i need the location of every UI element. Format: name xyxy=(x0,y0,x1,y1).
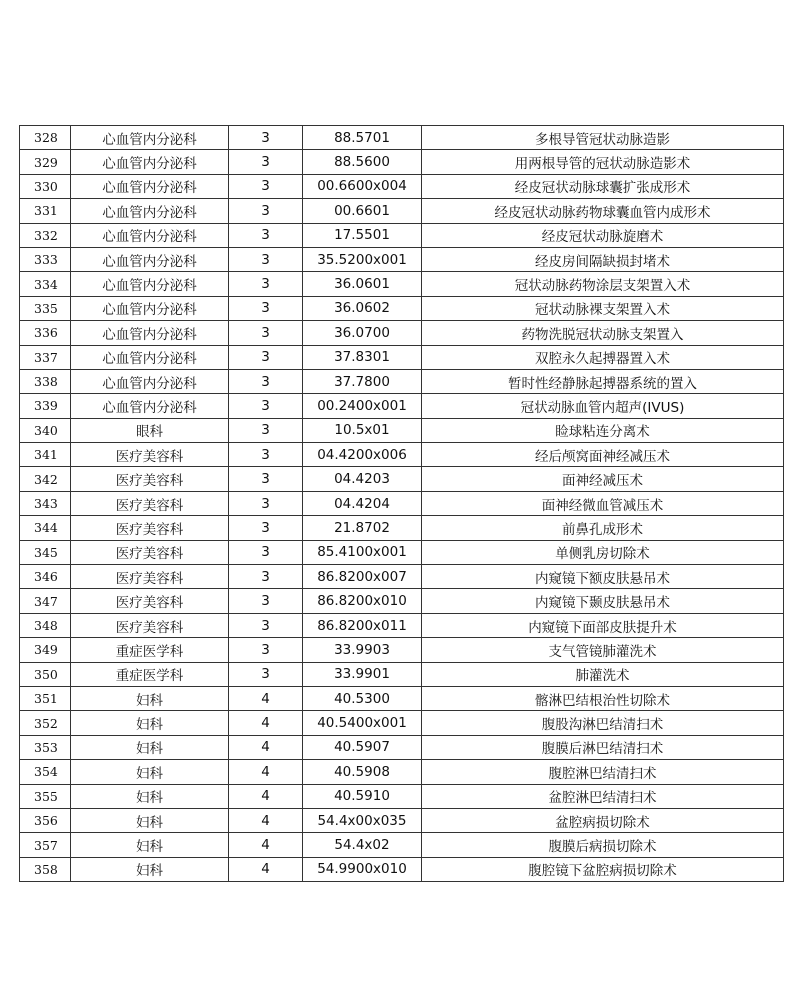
row-number-cell: 338 xyxy=(20,369,71,393)
table-row xyxy=(20,296,784,320)
procedure-name-cell: 腹膜后病损切除术 xyxy=(422,833,784,857)
row-number-cell: 358 xyxy=(20,857,71,881)
procedure-name-cell: 支气管镜肺灌洗术 xyxy=(422,638,784,662)
procedure-code-cell: 36.0601 xyxy=(303,272,422,296)
row-number-cell: 347 xyxy=(20,589,71,613)
table-row xyxy=(20,321,784,345)
procedure-name-cell: 腹膜后淋巴结清扫术 xyxy=(422,735,784,759)
row-number-cell: 341 xyxy=(20,443,71,467)
level-cell: 3 xyxy=(229,345,303,369)
department-cell: 医疗美容科 xyxy=(71,565,229,589)
department-cell: 心血管内分泌科 xyxy=(71,199,229,223)
table-row xyxy=(20,345,784,369)
level-cell: 3 xyxy=(229,394,303,418)
level-cell: 3 xyxy=(229,540,303,564)
row-number-cell: 353 xyxy=(20,735,71,759)
table-row xyxy=(20,174,784,198)
procedure-code-cell: 54.9900x010 xyxy=(303,857,422,881)
row-number-cell: 345 xyxy=(20,540,71,564)
table-row xyxy=(20,126,784,150)
level-cell: 3 xyxy=(229,296,303,320)
procedure-name-cell: 双腔永久起搏器置入术 xyxy=(422,345,784,369)
level-cell: 3 xyxy=(229,516,303,540)
department-cell: 妇科 xyxy=(71,735,229,759)
procedure-code-cell: 54.4x02 xyxy=(303,833,422,857)
procedure-name-cell: 髂淋巴结根治性切除术 xyxy=(422,686,784,710)
row-number-cell: 355 xyxy=(20,784,71,808)
level-cell: 4 xyxy=(229,857,303,881)
level-cell: 3 xyxy=(229,638,303,662)
row-number-cell: 354 xyxy=(20,760,71,784)
row-number-cell: 340 xyxy=(20,418,71,442)
level-cell: 3 xyxy=(229,150,303,174)
table-row xyxy=(20,369,784,393)
row-number-cell: 342 xyxy=(20,467,71,491)
procedure-name-cell: 腹腔镜下盆腔病损切除术 xyxy=(422,857,784,881)
procedure-name-cell: 面神经微血管减压术 xyxy=(422,491,784,515)
level-cell: 4 xyxy=(229,784,303,808)
procedure-table xyxy=(19,125,784,882)
table-row xyxy=(20,223,784,247)
row-number-cell: 351 xyxy=(20,686,71,710)
procedure-name-cell: 单侧乳房切除术 xyxy=(422,540,784,564)
table-row xyxy=(20,784,784,808)
department-cell: 心血管内分泌科 xyxy=(71,345,229,369)
procedure-code-cell: 86.8200x007 xyxy=(303,565,422,589)
procedure-name-cell: 经皮冠状动脉药物球囊血管内成形术 xyxy=(422,199,784,223)
procedure-code-cell: 88.5701 xyxy=(303,126,422,150)
table-row xyxy=(20,857,784,881)
row-number-cell: 346 xyxy=(20,565,71,589)
department-cell: 心血管内分泌科 xyxy=(71,296,229,320)
table-row xyxy=(20,833,784,857)
level-cell: 3 xyxy=(229,369,303,393)
procedure-name-cell: 盆腔病损切除术 xyxy=(422,808,784,832)
department-cell: 医疗美容科 xyxy=(71,491,229,515)
row-number-cell: 350 xyxy=(20,662,71,686)
procedure-code-cell: 88.5600 xyxy=(303,150,422,174)
procedure-name-cell: 经皮冠状动脉球囊扩张成形术 xyxy=(422,174,784,198)
procedure-name-cell: 前鼻孔成形术 xyxy=(422,516,784,540)
row-number-cell: 337 xyxy=(20,345,71,369)
procedure-code-cell: 40.5907 xyxy=(303,735,422,759)
procedure-code-cell: 00.6600x004 xyxy=(303,174,422,198)
procedure-name-cell: 盆腔淋巴结清扫术 xyxy=(422,784,784,808)
department-cell: 妇科 xyxy=(71,857,229,881)
row-number-cell: 343 xyxy=(20,491,71,515)
level-cell: 3 xyxy=(229,565,303,589)
department-cell: 重症医学科 xyxy=(71,662,229,686)
table-row xyxy=(20,394,784,418)
procedure-code-cell: 54.4x00x035 xyxy=(303,808,422,832)
department-cell: 妇科 xyxy=(71,760,229,784)
procedure-code-cell: 40.5910 xyxy=(303,784,422,808)
level-cell: 3 xyxy=(229,272,303,296)
department-cell: 心血管内分泌科 xyxy=(71,247,229,271)
row-number-cell: 356 xyxy=(20,808,71,832)
table-row xyxy=(20,808,784,832)
procedure-code-cell: 04.4204 xyxy=(303,491,422,515)
row-number-cell: 349 xyxy=(20,638,71,662)
level-cell: 4 xyxy=(229,760,303,784)
procedure-name-cell: 经后颅窝面神经减压术 xyxy=(422,443,784,467)
table-row xyxy=(20,516,784,540)
table-row xyxy=(20,443,784,467)
department-cell: 心血管内分泌科 xyxy=(71,150,229,174)
level-cell: 4 xyxy=(229,735,303,759)
procedure-code-cell: 10.5x01 xyxy=(303,418,422,442)
level-cell: 3 xyxy=(229,662,303,686)
row-number-cell: 335 xyxy=(20,296,71,320)
procedure-name-cell: 腹腔淋巴结清扫术 xyxy=(422,760,784,784)
procedure-name-cell: 腹股沟淋巴结清扫术 xyxy=(422,711,784,735)
department-cell: 心血管内分泌科 xyxy=(71,321,229,345)
row-number-cell: 329 xyxy=(20,150,71,174)
level-cell: 3 xyxy=(229,589,303,613)
department-cell: 妇科 xyxy=(71,833,229,857)
procedure-code-cell: 35.5200x001 xyxy=(303,247,422,271)
procedure-name-cell: 冠状动脉药物涂层支架置入术 xyxy=(422,272,784,296)
department-cell: 医疗美容科 xyxy=(71,443,229,467)
procedure-code-cell: 33.9903 xyxy=(303,638,422,662)
level-cell: 3 xyxy=(229,467,303,491)
level-cell: 4 xyxy=(229,833,303,857)
table-row xyxy=(20,247,784,271)
row-number-cell: 332 xyxy=(20,223,71,247)
procedure-code-cell: 40.5400x001 xyxy=(303,711,422,735)
procedure-name-cell: 暂时性经静脉起搏器系统的置入 xyxy=(422,369,784,393)
department-cell: 医疗美容科 xyxy=(71,589,229,613)
level-cell: 3 xyxy=(229,223,303,247)
level-cell: 4 xyxy=(229,808,303,832)
table-row xyxy=(20,760,784,784)
level-cell: 3 xyxy=(229,418,303,442)
department-cell: 眼科 xyxy=(71,418,229,442)
level-cell: 3 xyxy=(229,199,303,223)
procedure-name-cell: 经皮冠状动脉旋磨术 xyxy=(422,223,784,247)
table-row xyxy=(20,686,784,710)
procedure-name-cell: 内窥镜下面部皮肤提升术 xyxy=(422,613,784,637)
department-cell: 医疗美容科 xyxy=(71,516,229,540)
row-number-cell: 328 xyxy=(20,126,71,150)
procedure-code-cell: 21.8702 xyxy=(303,516,422,540)
procedure-name-cell: 面神经减压术 xyxy=(422,467,784,491)
department-cell: 心血管内分泌科 xyxy=(71,272,229,296)
procedure-name-cell: 冠状动脉血管内超声(IVUS) xyxy=(422,394,784,418)
department-cell: 医疗美容科 xyxy=(71,467,229,491)
table-row xyxy=(20,540,784,564)
level-cell: 3 xyxy=(229,491,303,515)
table-row xyxy=(20,613,784,637)
procedure-code-cell: 04.4200x006 xyxy=(303,443,422,467)
procedure-code-cell: 37.8301 xyxy=(303,345,422,369)
procedure-name-cell: 肺灌洗术 xyxy=(422,662,784,686)
row-number-cell: 344 xyxy=(20,516,71,540)
procedure-name-cell: 经皮房间隔缺损封堵术 xyxy=(422,247,784,271)
procedure-code-cell: 86.8200x011 xyxy=(303,613,422,637)
row-number-cell: 334 xyxy=(20,272,71,296)
level-cell: 3 xyxy=(229,174,303,198)
row-number-cell: 336 xyxy=(20,321,71,345)
row-number-cell: 357 xyxy=(20,833,71,857)
table-row xyxy=(20,272,784,296)
procedure-table-body xyxy=(20,126,784,882)
table-row xyxy=(20,589,784,613)
department-cell: 妇科 xyxy=(71,711,229,735)
procedure-code-cell: 40.5908 xyxy=(303,760,422,784)
department-cell: 医疗美容科 xyxy=(71,613,229,637)
procedure-code-cell: 85.4100x001 xyxy=(303,540,422,564)
procedure-name-cell: 用两根导管的冠状动脉造影术 xyxy=(422,150,784,174)
procedure-name-cell: 内窥镜下颞皮肤悬吊术 xyxy=(422,589,784,613)
procedure-code-cell: 00.6601 xyxy=(303,199,422,223)
department-cell: 心血管内分泌科 xyxy=(71,223,229,247)
department-cell: 心血管内分泌科 xyxy=(71,174,229,198)
row-number-cell: 333 xyxy=(20,247,71,271)
level-cell: 3 xyxy=(229,321,303,345)
department-cell: 妇科 xyxy=(71,808,229,832)
level-cell: 4 xyxy=(229,686,303,710)
department-cell: 心血管内分泌科 xyxy=(71,126,229,150)
row-number-cell: 330 xyxy=(20,174,71,198)
table-row xyxy=(20,565,784,589)
table-row xyxy=(20,467,784,491)
procedure-name-cell: 内窥镜下额皮肤悬吊术 xyxy=(422,565,784,589)
department-cell: 妇科 xyxy=(71,686,229,710)
procedure-name-cell: 多根导管冠状动脉造影 xyxy=(422,126,784,150)
procedure-code-cell: 86.8200x010 xyxy=(303,589,422,613)
table-row xyxy=(20,711,784,735)
procedure-code-cell: 36.0700 xyxy=(303,321,422,345)
procedure-name-cell: 睑球粘连分离术 xyxy=(422,418,784,442)
department-cell: 重症医学科 xyxy=(71,638,229,662)
procedure-code-cell: 33.9901 xyxy=(303,662,422,686)
table-row xyxy=(20,418,784,442)
table-row xyxy=(20,199,784,223)
department-cell: 心血管内分泌科 xyxy=(71,369,229,393)
table-row xyxy=(20,735,784,759)
procedure-name-cell: 冠状动脉裸支架置入术 xyxy=(422,296,784,320)
table-row xyxy=(20,662,784,686)
procedure-code-cell: 17.5501 xyxy=(303,223,422,247)
department-cell: 妇科 xyxy=(71,784,229,808)
procedure-code-cell: 00.2400x001 xyxy=(303,394,422,418)
procedure-name-cell: 药物洗脱冠状动脉支架置入 xyxy=(422,321,784,345)
level-cell: 3 xyxy=(229,443,303,467)
level-cell: 3 xyxy=(229,126,303,150)
level-cell: 3 xyxy=(229,247,303,271)
procedure-code-cell: 37.7800 xyxy=(303,369,422,393)
level-cell: 4 xyxy=(229,711,303,735)
table-row xyxy=(20,491,784,515)
table-row xyxy=(20,150,784,174)
row-number-cell: 331 xyxy=(20,199,71,223)
row-number-cell: 352 xyxy=(20,711,71,735)
procedure-code-cell: 40.5300 xyxy=(303,686,422,710)
procedure-code-cell: 36.0602 xyxy=(303,296,422,320)
department-cell: 医疗美容科 xyxy=(71,540,229,564)
table-row xyxy=(20,638,784,662)
level-cell: 3 xyxy=(229,613,303,637)
department-cell: 心血管内分泌科 xyxy=(71,394,229,418)
row-number-cell: 339 xyxy=(20,394,71,418)
procedure-code-cell: 04.4203 xyxy=(303,467,422,491)
row-number-cell: 348 xyxy=(20,613,71,637)
